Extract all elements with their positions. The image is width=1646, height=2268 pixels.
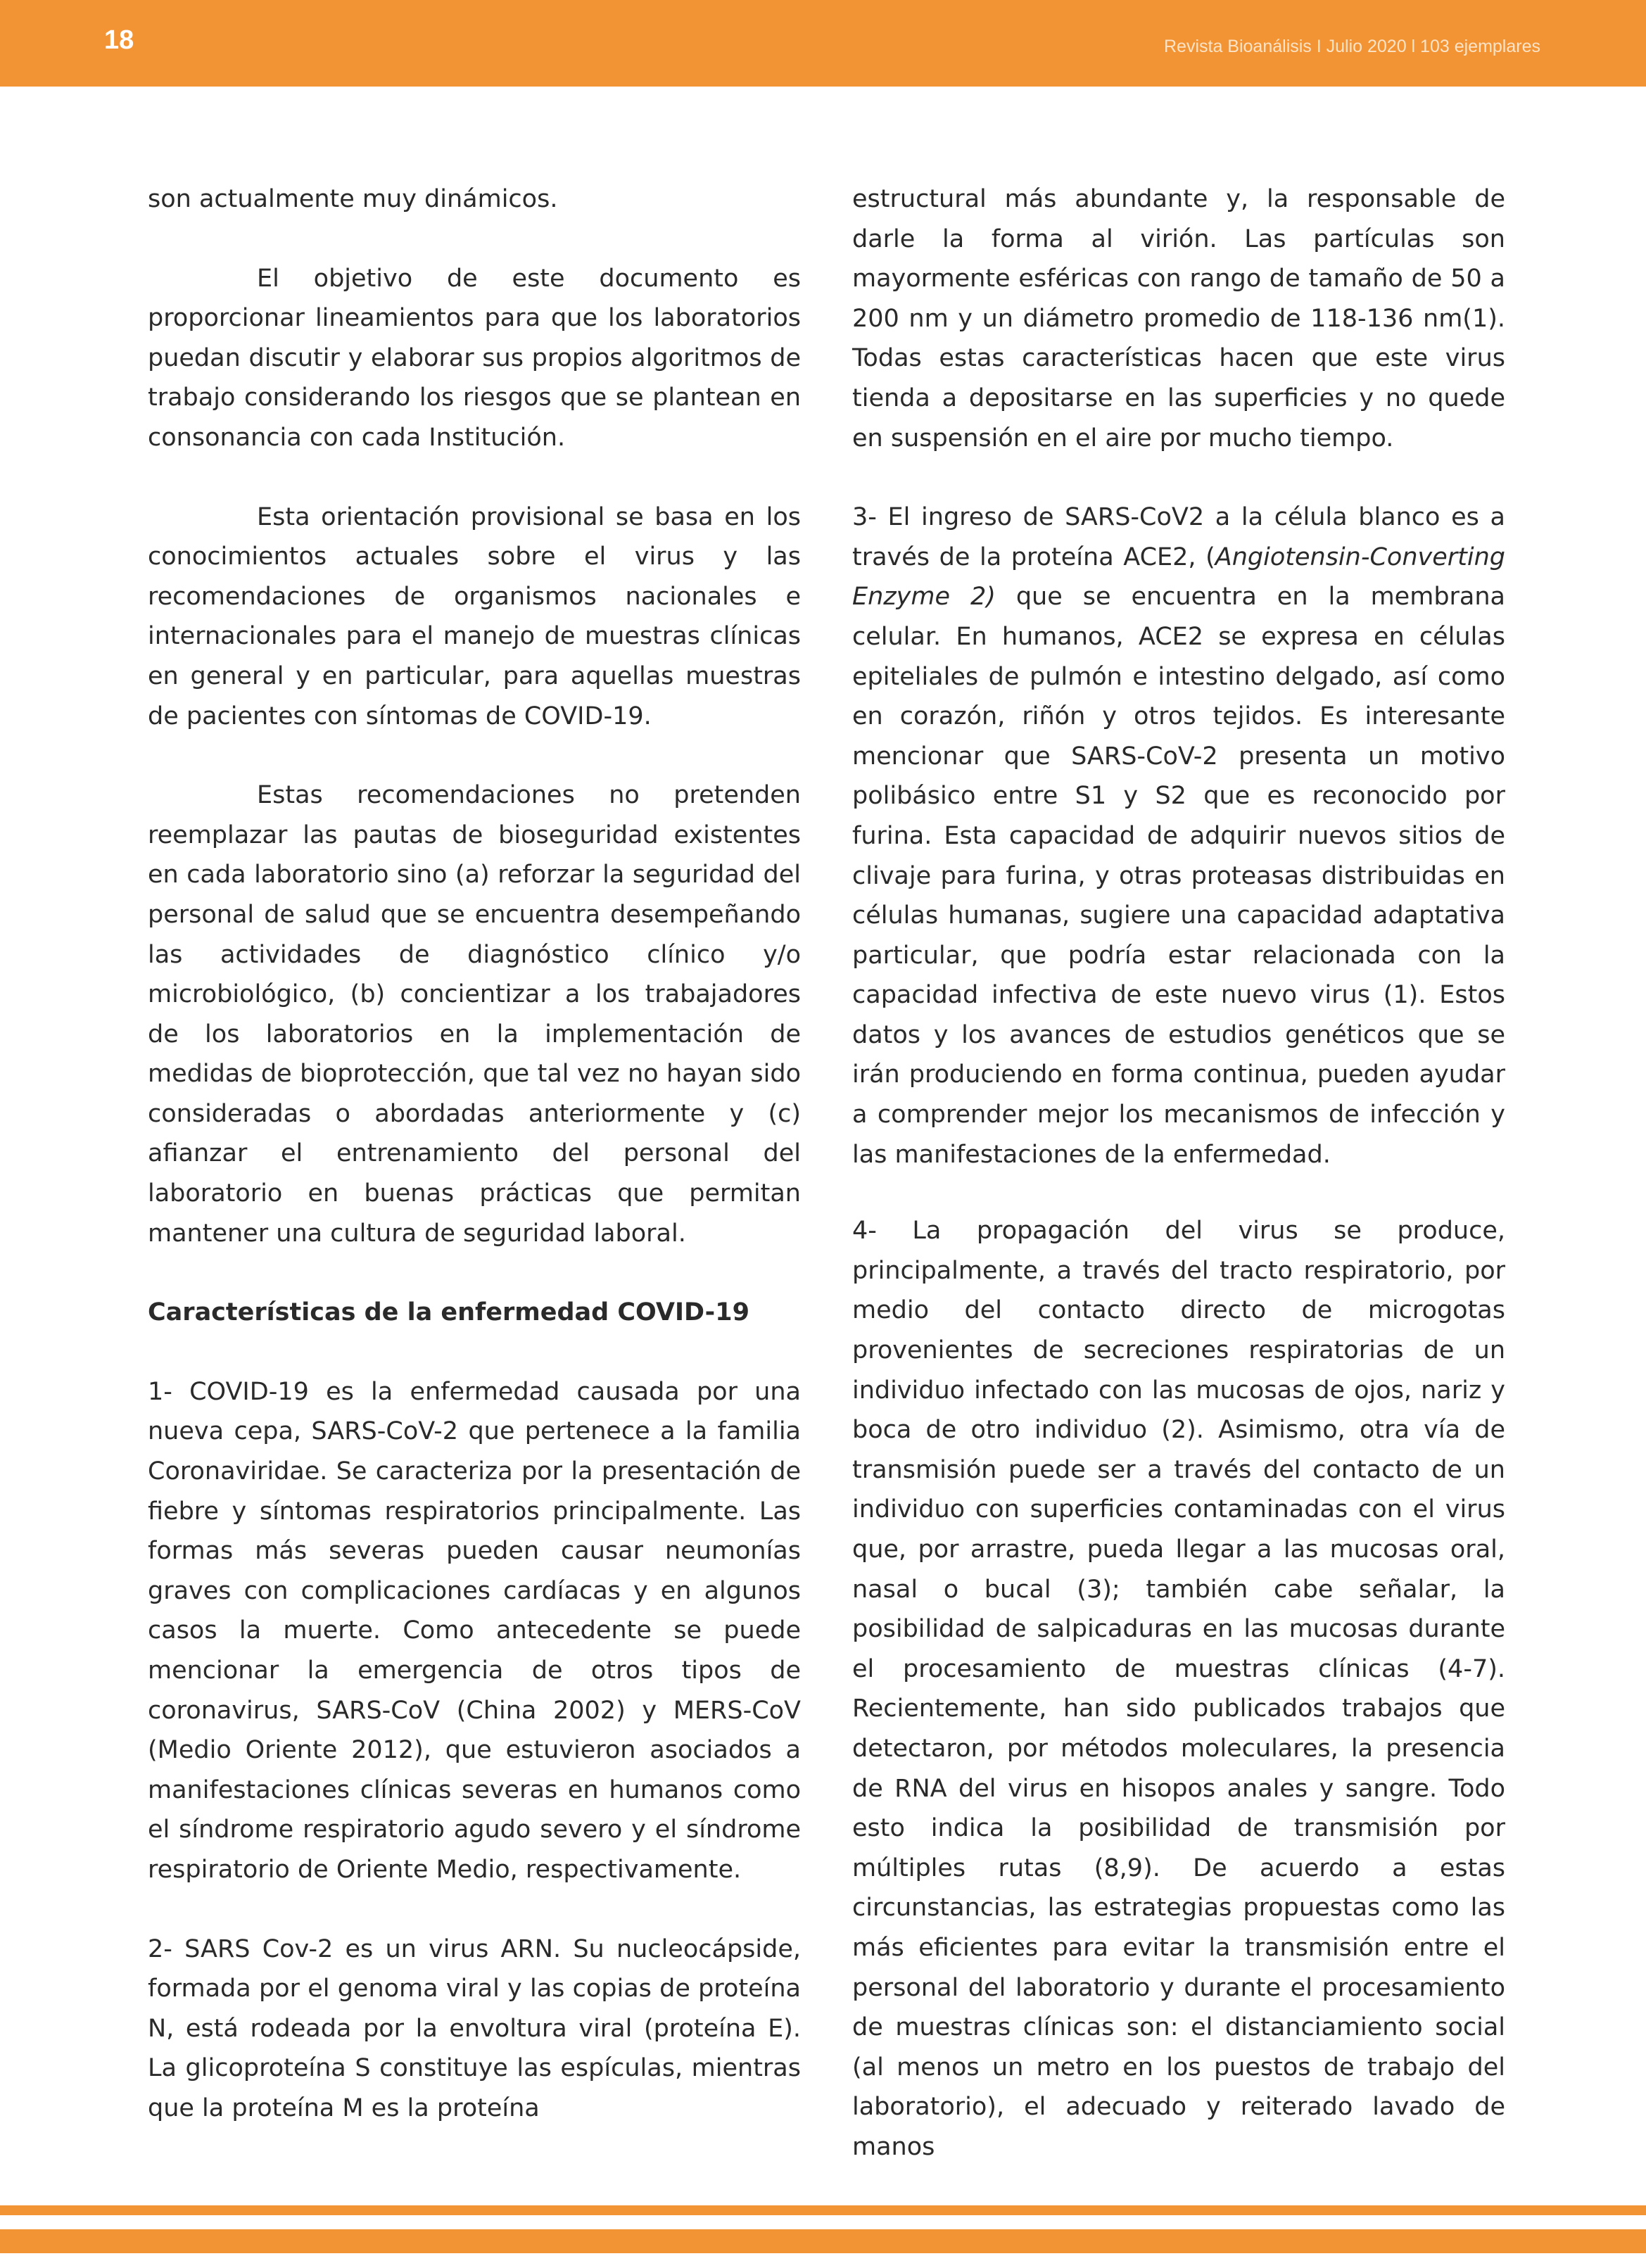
paragraph: Esta orientación provisional se basa en los conocimientos actuales sobre el virus y las recomendaciones de organismos nacionales e internacionales para el manejo de muestras clínicas en general y en particular, para aquellas muestras de pacientes con síntomas de COVID-19. xyxy=(148,502,801,730)
paragraph: El objetivo de este documento es proporcionar lineamientos para que los laboratorios puedan discutir y elaborar sus propios algoritmos de trabajo considerando los riesgos que se plantean en consonancia con cada Institución. xyxy=(148,264,801,452)
paragraph: son actualmente muy dinámicos. xyxy=(148,185,558,213)
footer-band-thick xyxy=(0,2229,1646,2253)
paragraph: 2- SARS Cov-2 es un virus ARN. Su nucleocápside, formada por el genoma viral y las copias de proteína N, está rodeada por la envoltura viral (proteína E). La glicoproteína S constituye las espículas, mientras que la proteína M es la proteína xyxy=(148,1934,801,2122)
running-head: Revista Bioanálisis I Julio 2020 l 103 ejemplares xyxy=(1163,37,1540,56)
right-column xyxy=(852,179,1505,2207)
footer-band-thin xyxy=(0,2205,1646,2215)
paragraph-text: 3- El ingreso de SARS-CoV2 a la célula blanco es a través de la proteína ACE2, ( xyxy=(852,503,1505,571)
italic-term: Angiotensin-Converting Enzyme 2) xyxy=(852,543,1505,612)
paragraph: Estas recomendaciones no pretenden reemplazar las pautas de bioseguridad existentes en cada laboratorio sino (a) reforzar la seguridad del personal de salud que se encuentra desempeñando las actividades de diagnóstico clínico y/o microbiológico, (b) concientizar a los trabajadores de los laboratorios en la implementación de medidas de bioprotección, que tal vez no hayan sido consideradas o abordadas anteriormente y (c) afianzar el entrenamiento del personal del laboratorio en buenas prácticas que permitan mantener una cultura de seguridad laboral. xyxy=(148,781,801,1248)
page-number: 18 xyxy=(104,25,134,55)
paragraph: estructural más abundante y, la responsable de darle la forma al virión. Las partículas son mayormente esféricas con rango de tamaño de 50 a 200 nm y un diámetro promedio de 118-136 nm(1). Todas estas características hacen que este virus tienda a depositarse en las superficies y no quede en suspensión en el aire por mucho tiempo. xyxy=(852,185,1505,452)
paragraph-text: que se encuentra en la membrana celular. En humanos, ACE2 se expresa en células epiteliales de pulmón e intestino delgado, así como en corazón, riñón y otros tejidos. Es interesante mencionar que SARS-CoV-2 presenta un motivo polibásico entre S1 y S2 que es reconocido por furina. Esta capacidad de adquirir nuevos sitios de clivaje para furina, y otras proteasas distribuidas en células humanas, sugiere una capacidad adaptativa particular, que podría estar relacionada con la capacidad infectiva de este nuevo virus (1). Estos datos y los avances de estudios genéticos que se irán produciendo en forma continua, pueden ayudar a comprender mejor los mecanismos de infección y las manifestaciones de la enfermedad. xyxy=(852,583,1505,1169)
section-heading: Características de la enfermedad COVID-19 xyxy=(148,1298,749,1327)
header-band xyxy=(0,0,1646,87)
paragraph: 1- COVID-19 es la enfermedad causada por una nueva cepa, SARS-CoV-2 que pertenece a la familia Coronaviridae. Se caracteriza por la presentación de fiebre y síntomas respiratorios principalmente. Las formas más severas pueden causar neumonías graves con complicaciones cardíacas y en algunos casos la muerte. Como antecedente se puede mencionar la emergencia de otros tipos de coronavirus, SARS-CoV (China 2002) y MERS-CoV (Medio Oriente 2012), que estuvieron asociados a manifestaciones clínicas severas en humanos como el síndrome respiratorio agudo severo y el síndrome respiratorio de Oriente Medio, respectivamente. xyxy=(148,1377,801,1884)
paragraph xyxy=(852,498,1505,1174)
left-column xyxy=(148,179,801,2168)
paragraph: 4- La propagación del virus se produce, principalmente, a través del tracto respiratorio, por medio del contacto directo de microgotas provenientes de secreciones respiratorias de un individuo infectado con las mucosas de ojos, nariz y boca de otro individuo (2). Asimismo, otra vía de transmisión puede ser a través del contacto de un individuo con superficies contaminadas con el virus que, por arrastre, pueda llegar a las mucosas oral, nasal o bucal (3); también cabe señalar, la posibilidad de salpicaduras en las mucosas durante el procesamiento de muestras clínicas (4-7). Recientemente, han sido publicados trabajos que detectaron, por métodos moleculares, la presencia de RNA del virus en hisopos anales y sangre. Todo esto indica la posibilidad de transmisión por múltiples rutas (8,9). De acuerdo a estas circunstancias, las estrategias propuestas como las más eficientes para evitar la transmisión entre el personal del laboratorio y durante el procesamiento de muestras clínicas son: el distanciamiento social (al menos un metro en los puestos de trabajo del laboratorio), el adecuado y reiterado lavado de manos xyxy=(852,1217,1505,2161)
